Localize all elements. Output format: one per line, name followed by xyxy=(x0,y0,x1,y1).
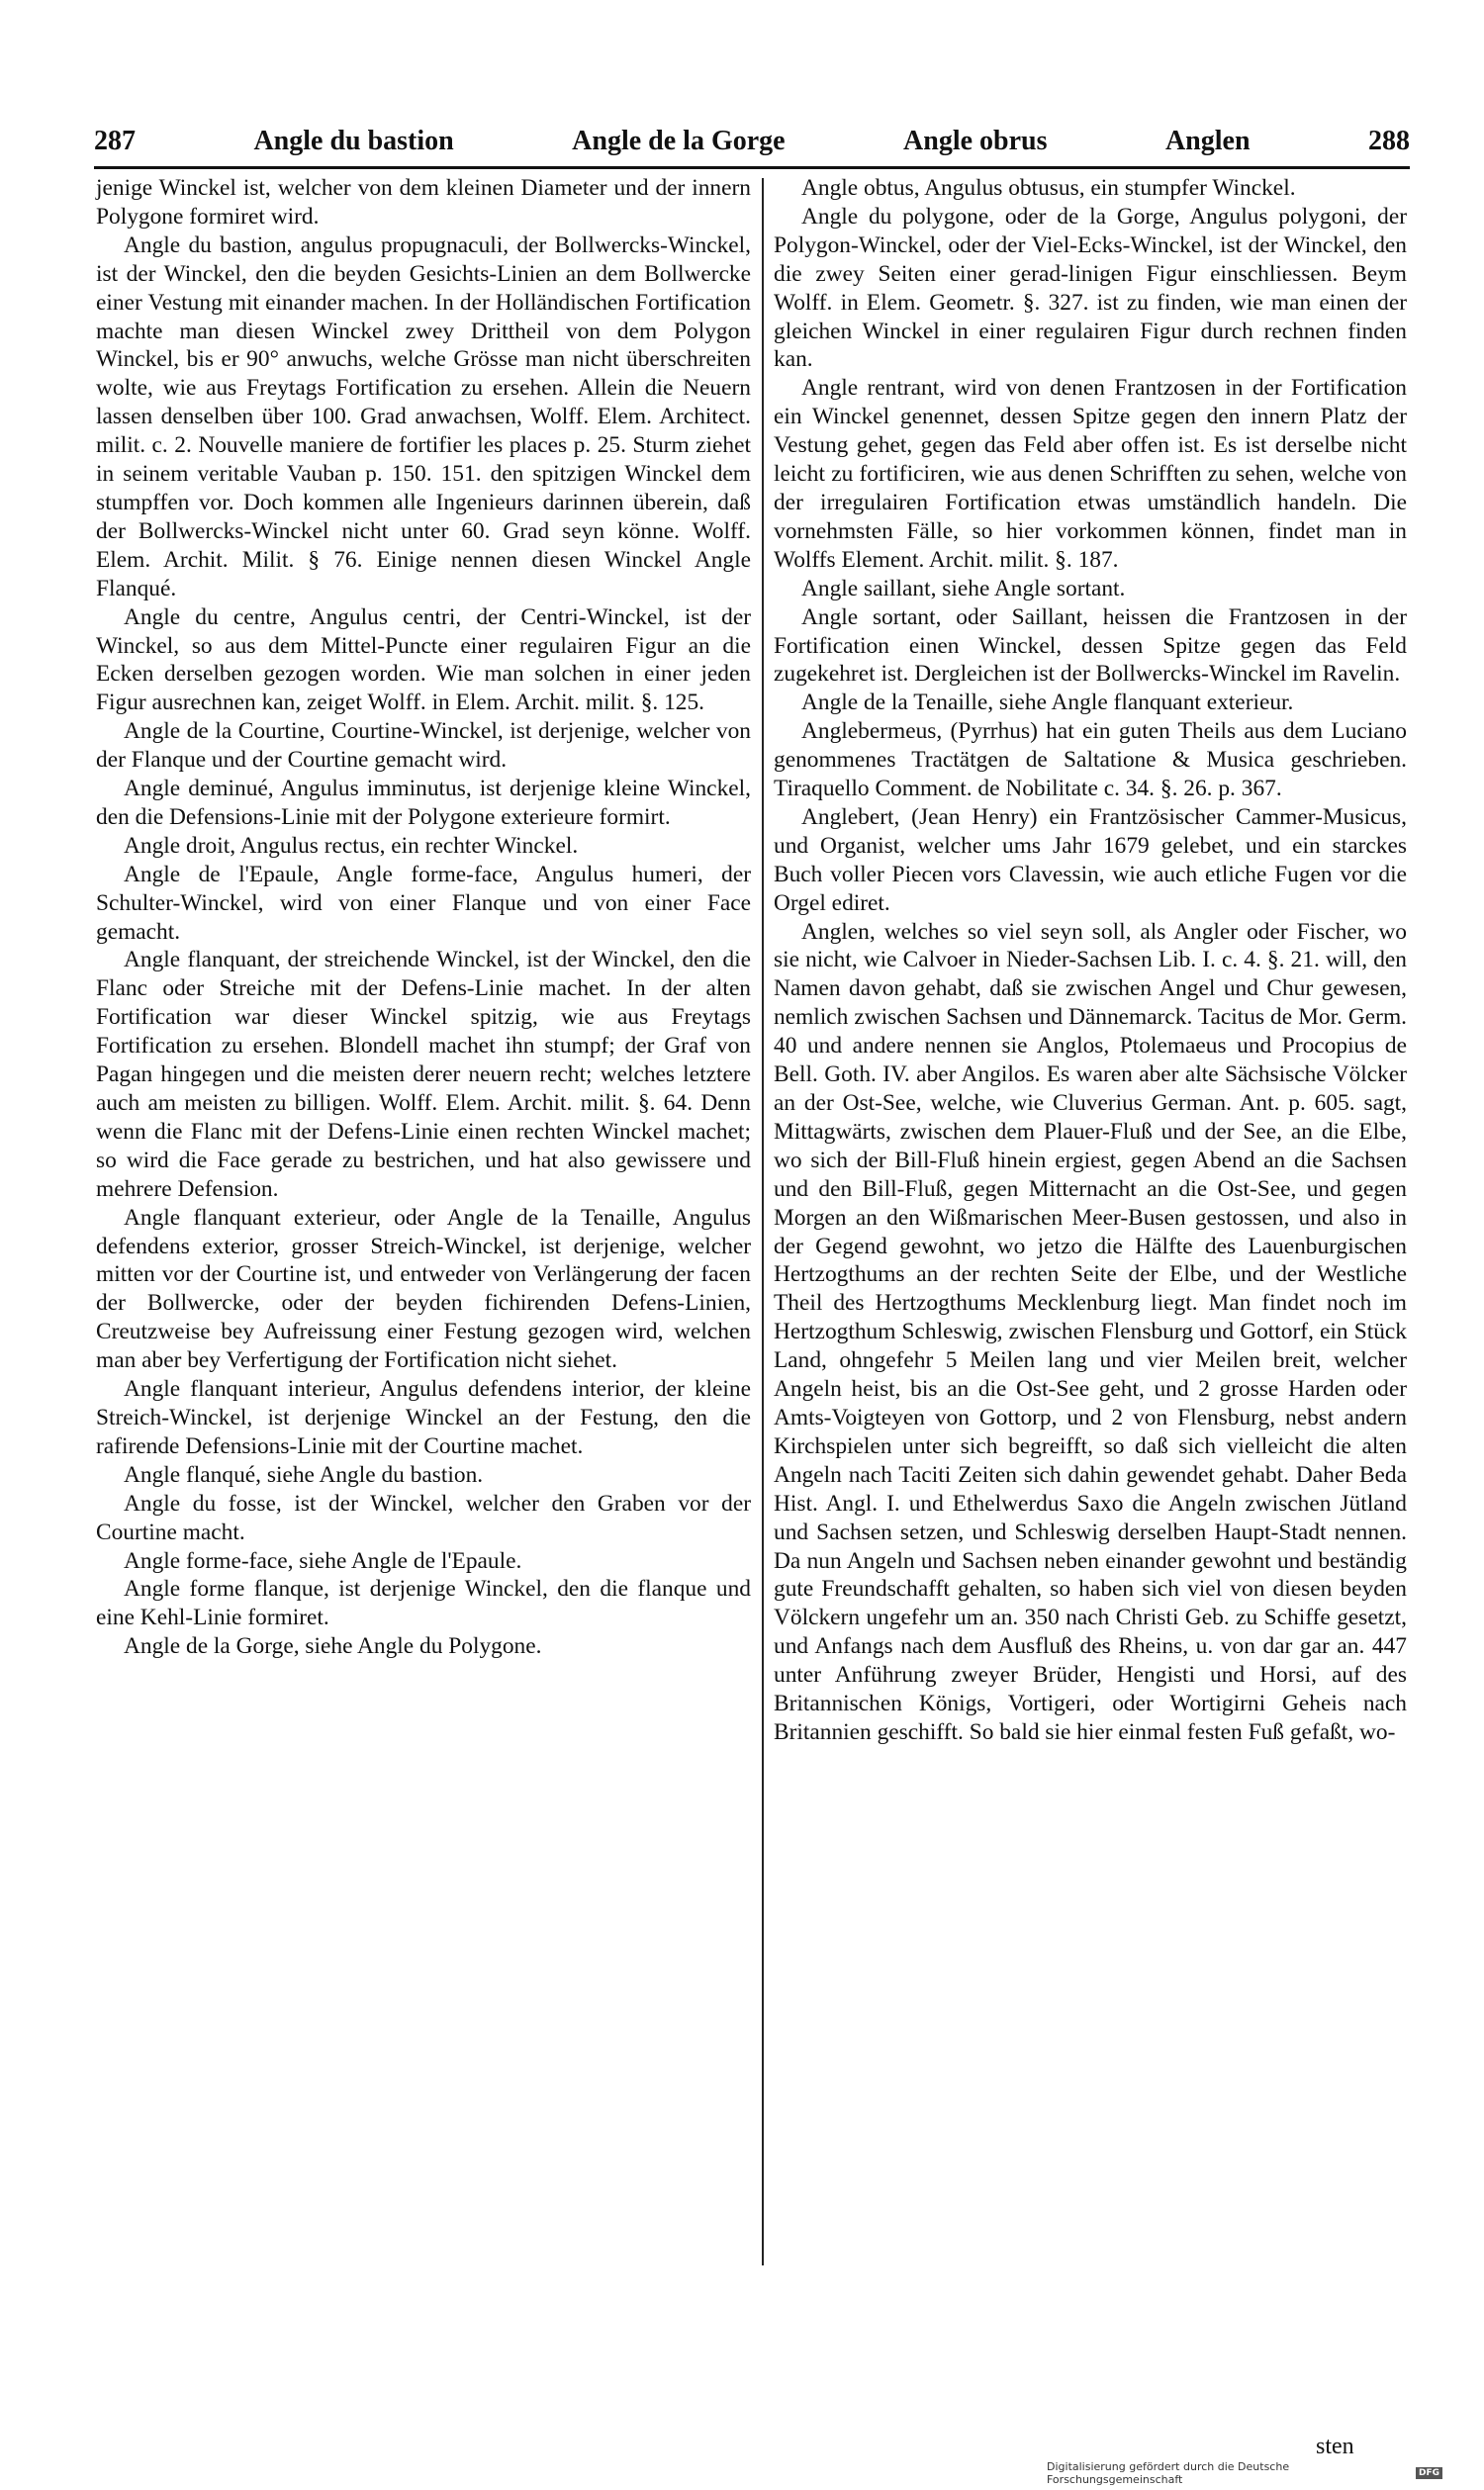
entry-paragraph: Angle sortant, oder Saillant, heissen die Frantzosen in der Fortification einen Winckel, dessen Spitze gegen das Feld zugekehret ist. Dergleichen ist der Bollwercks-Winckel im Ravelin. xyxy=(774,603,1407,688)
entry-paragraph: Anglebert, (Jean Henry) ein Frantzösischer Cammer-Musicus, und Organist, welcher ums Jahr 1679 gelebet, und ein starckes Buch voller Piecen vors Clavessin, wie auch etliche Fugen vor die Orgel ediret. xyxy=(774,803,1407,916)
column-divider xyxy=(762,178,764,2265)
entry-paragraph: jenige Winckel ist, welcher von dem kleinen Diameter und der innern Polygone formiret wird. xyxy=(96,175,751,230)
header-rule xyxy=(94,166,1410,169)
entry-paragraph: Angle droit, Angulus rectus, ein rechter Winckel. xyxy=(124,832,579,859)
entry-paragraph: Angle du fosse, ist der Winckel, welcher den Graben vor der Courtine macht. xyxy=(96,1490,751,1545)
entry-paragraph: Angle forme flanque, ist derjenige Winckel, den die flanque und eine Kehl-Linie formiret. xyxy=(96,1576,751,1631)
catchword: sten xyxy=(1316,2434,1354,2459)
header-term-2: Angle de la Gorge xyxy=(572,126,786,156)
entry-paragraph: Angle deminué, Angulus imminutus, ist derjenige kleine Winckel, den die Defensions-Linie mit der Polygone exterieure formirt. xyxy=(96,776,751,830)
header-term-4: Anglen xyxy=(1164,126,1251,156)
entry-paragraph: Angle de la Gorge, siehe Angle du Polygone. xyxy=(124,1633,542,1660)
entry-paragraph: Angle flanquant, der streichende Winckel, ist der Winckel, den die Flanc oder Streiche mit der Defens-Linie machet. In der alten Fortification war dieser Winckel spitzig, wie aus Freytags Fortification zu ersehen. Blondell machet ihn stumpf; der Graf von Pagan hingegen und die meisten derer neuern recht; welches letztere auch am meisten zu billigen. Wolff. Elem. Archit. milit. §. 64. Denn wenn die Flanc mit der Defens-Linie einen rechten Winckel machet; so wird die Face gerade zu bestrichen, und hat also gewissere und mehrere Defension. xyxy=(96,947,751,1202)
left-column xyxy=(96,174,751,1661)
entry-paragraph: Angle rentrant, wird von denen Frantzosen in der Fortification ein Winckel genennet, dessen Spitze gegen den innern Platz der Vestung gehet, gegen das Feld aber offen ist. Es ist derselbe nicht leicht zu fortificiren, wie aus denen Schrifften zu sehen, welche von der irregulairen Fortification etwas umständlich handeln. Die vornehmsten Fälle, so hier vorkommen können, findet man in Wolffs Element. Archit. milit. §. 187. xyxy=(774,375,1407,573)
digitization-footer xyxy=(1047,2460,1442,2486)
entry-paragraph: Angle du polygone, oder de la Gorge, Angulus polygoni, der Polygon-Winckel, oder der Viel-Ecks-Winckel, ist der Winckel, den die zwey Seiten einer gerad-linigen Figur einschliessen. Beym Wolff. in Elem. Geometr. §. 327. ist zu finden, wie man einen der gleichen Winckel in einer regulairen Figur durch rechnen finden kan. xyxy=(774,203,1407,373)
page-number-right: 288 xyxy=(1367,126,1410,156)
entry-paragraph: Angle flanqué, siehe Angle du bastion. xyxy=(124,1461,484,1488)
entry-paragraph: Angle de l'Epaule, Angle forme-face, Angulus humeri, der Schulter-Winckel, wird von einer Flanque und von einer Face gemacht. xyxy=(96,861,751,945)
entry-paragraph: Anglen, welches so viel seyn soll, als Angler oder Fischer, wo sie nicht, wie Calvoer in Nieder-Sachsen Lib. I. c. 4. §. 21. will, den Namen davon gehabt, daß sie zwischen Angel und Chur gewesen, nemlich zwischen Sachsen und Dännemarck. Tacitus de Mor. Germ. 40 und andere nennen sie Anglos, Ptolemaeus und Procopius de Bell. Goth. IV. aber Angilos. Es waren aber alte Sächsische Völcker an der Ost-See, welche, wie Cluverius German. Ant. p. 605. sagt, Mittagwärts, zwischen dem Plauer-Fluß und der See, an die Elbe, wo sich der Bill-Fluß hinein ergiest, gegen Abend an die Sachsen und den Bill-Fluß, gegen Mitternacht an die Ost-See, und gegen Morgen an den Wißmarischen Meer-Busen gestossen, und also in der Gegend gewohnt, wo jetzo die Hälfte des Lauenburgischen Hertzogthums an der rechten Seite der Elbe, und der Westliche Theil des Hertzogthums Mecklenburg liegt. Man findet noch im Hertzogthum Schleswig, zwischen Flensburg und Gottorf, ein Stück Land, ohngefehr 5 Meilen lang und vier Meilen breit, welcher Angeln heist, bis an die Ost-See geht, und 2 grosse Harden oder Amts-Voigteyen von Gottorp, und 2 von Flensburg, nebst andern Kirchspielen unter sich begreifft, so daß sich vielleicht die alten Angeln nach Taciti Zeiten sich dahin gewendet gehabt. Daher Beda Hist. Angl. I. und Ethelwerdus Saxo die Angeln zwischen Jütland und Sachsen setzen, und Schleswig derselben Haupt-Stadt nennen. Da nun Angeln und Sachsen neben einander gewohnt und beständig gute Freundschafft gehalten, so haben sich viel von diesen beyden Völckern ungefehr um an. 350 nach Christi Geb. zu Schiffe gesetzt, und Anfangs nach dem Ausfluß des Rheins, u. von dar gar an. 447 unter Anführung zweyer Brüder, Hengisti und Horsi, auf des Britannischen Königs, Vortigeri, oder Wortigirni Geheis nach Britannien geschifft. So bald sie hier einmal festen Fuß gefaßt, wo- xyxy=(774,918,1407,1745)
right-column xyxy=(774,174,1407,1747)
header-term-3: Angle obrus xyxy=(903,126,1048,156)
header-term-1: Angle du bastion xyxy=(253,126,454,156)
page-number-left: 287 xyxy=(94,126,136,156)
entry-paragraph: Anglebermeus, (Pyrrhus) hat ein guten Theils aus dem Luciano genommenes Tractätgen de Saltatione & Musica geschrieben. Tiraquello Comment. de Nobilitate c. 34. §. 26. p. 367. xyxy=(774,718,1407,802)
entry-paragraph: Angle obtus, Angulus obtusus, ein stumpfer Winckel. xyxy=(801,175,1296,201)
entry-paragraph: Angle du bastion, angulus propugnaculi, der Bollwercks-Winckel, ist der Winckel, den die beyden Gesichts-Linien an dem Bollwercke einer Vestung mit einander machen. In der Holländischen Fortification machte man diesen Winckel zwey Drittheil von dem Polygon Winckel, bis er 90° anwuchs, welche Grösse man nicht überschreiten wolte, wie aus Freytags Fortification zu ersehen. Allein die Neuern lassen denselben über 100. Grad anwachsen, Wolff. Elem. Architect. milit. c. 2. Nouvelle maniere de fortifier les places p. 25. Sturm ziehet in seinem veritable Vauban p. 150. 151. den spitzigen Winckel dem stumpffen vor. Doch kommen alle Ingenieurs darinnen überein, daß der Bollwercks-Winckel nicht unter 60. Grad seyn könne. Wolff. Elem. Archit. Milit. § 76. Einige nennen diesen Winckel Angle Flanqué. xyxy=(96,231,751,601)
entry-paragraph: Angle forme-face, siehe Angle de l'Epaule. xyxy=(124,1547,522,1574)
entry-paragraph: Angle de la Courtine, Courtine-Winckel, ist derjenige, welcher von der Flanque und der Courtine gemacht wird. xyxy=(96,718,751,774)
running-header xyxy=(94,117,1410,166)
entry-paragraph: Angle de la Tenaille, siehe Angle flanquant exterieur. xyxy=(801,690,1294,716)
entry-paragraph: Angle flanquant interieur, Angulus defendens interior, der kleine Streich-Winckel, ist derjenige Winckel an der Festung, den die rafirende Defensions-Linie mit der Courtine machet. xyxy=(96,1376,751,1459)
dfg-logo: DFG xyxy=(1416,2467,1442,2479)
entry-paragraph: Angle flanquant exterieur, oder Angle de la Tenaille, Angulus defendens exterior, grosser Streich-Winckel, ist derjenige, welcher mitten vor der Courtine ist, und entweder von Verlängerung der facen der Bollwercke, oder der beyden fichirenden Defens-Linien, Creutzweise bey Aufreissung einer Festung gezogen wird, welchen man aber bey Verfertigung der Fortification nicht siehet. xyxy=(96,1204,751,1374)
footer-credit: Digitalisierung gefördert durch die Deutsche Forschungsgemeinschaft xyxy=(1047,2460,1290,2486)
entry-paragraph: Angle du centre, Angulus centri, der Centri-Winckel, ist der Winckel, so aus dem Mittel-Puncte einer regulairen Figur an die Ecken derselben gezogen worden. Wie man solchen in einer jeden Figur ausrechnen kan, zeiget Wolff. in Elem. Archit. milit. §. 125. xyxy=(96,603,751,716)
entry-paragraph: Angle saillant, siehe Angle sortant. xyxy=(801,575,1126,601)
